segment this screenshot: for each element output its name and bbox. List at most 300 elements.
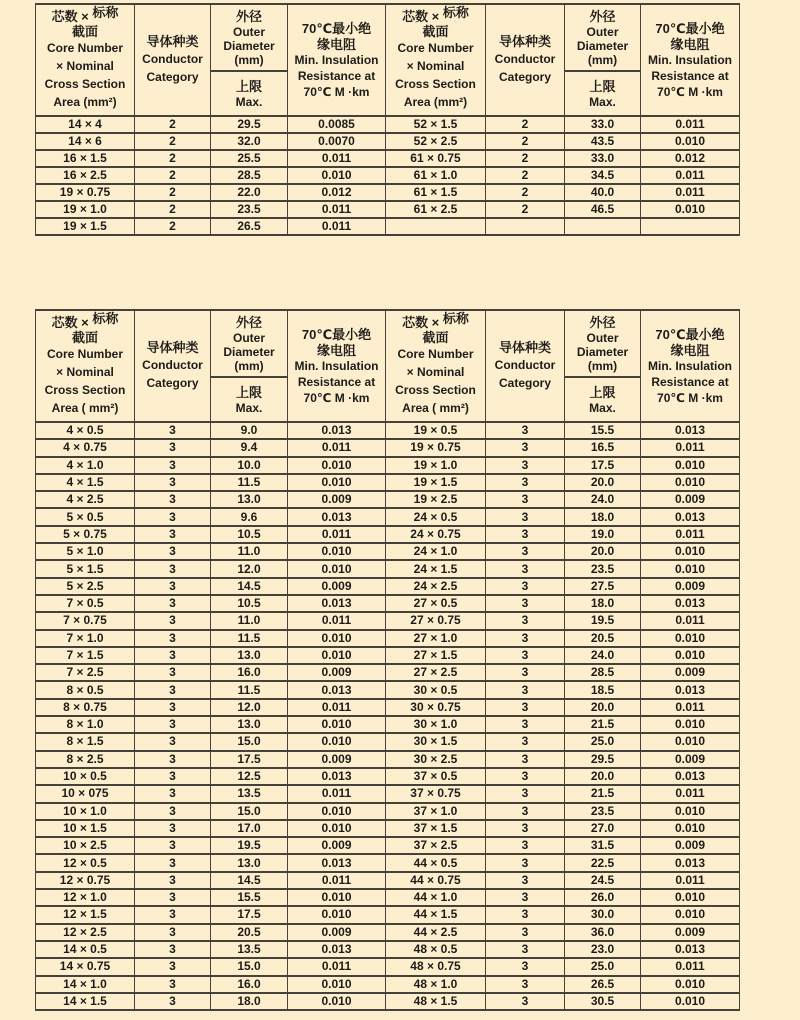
cell: 30 × 0.5	[386, 681, 486, 698]
cell: 3	[486, 958, 565, 975]
header-core-number	[36, 4, 135, 116]
cell: 11.5	[211, 630, 288, 647]
cell: 2	[135, 133, 211, 150]
cell: 13.0	[211, 647, 288, 664]
cell: 0.011	[288, 150, 386, 167]
cell: 0.011	[641, 184, 740, 201]
cell: 0.011	[288, 439, 386, 456]
cell: 0.011	[288, 785, 386, 802]
cell: 30.0	[565, 906, 641, 923]
header-outer-diameter-max: 上限 Max.	[589, 78, 616, 109]
cell: 0.011	[641, 116, 740, 133]
header-conductor-zh: 导体种类	[498, 34, 551, 49]
cell: 0.013	[288, 854, 386, 871]
cell: 3	[486, 820, 565, 837]
cell: 61 × 1.5	[386, 184, 486, 201]
cell: 12 × 1.0	[36, 889, 135, 906]
header-conductor-category	[486, 310, 565, 422]
table-row	[36, 699, 740, 716]
header-core-en-1: Core Number	[397, 347, 474, 361]
cell: 0.013	[641, 508, 740, 525]
table-body-lower	[36, 422, 740, 1010]
table-row	[36, 681, 740, 698]
table-row	[36, 526, 740, 543]
cell: 24 × 0.75	[386, 526, 486, 543]
cell: 23.5	[565, 560, 641, 577]
cell: 0.010	[641, 976, 740, 993]
cell: 13.0	[211, 491, 288, 508]
header-outer-diameter	[565, 4, 641, 116]
cell: 11.0	[211, 543, 288, 560]
header-outer-diameter	[211, 310, 288, 422]
cell: 0.009	[288, 751, 386, 768]
cell: 0.010	[641, 543, 740, 560]
cell: 32.0	[211, 133, 288, 150]
cell: 37 × 1.0	[386, 803, 486, 820]
cell: 0.010	[288, 733, 386, 750]
cell: 5 × 2.5	[36, 578, 135, 595]
cell: 3	[135, 508, 211, 525]
header-conductor-en-2: Category	[498, 70, 551, 84]
cell: 3	[486, 612, 565, 629]
cell: 0.010	[641, 133, 740, 150]
header-core-zh-2: 截面	[422, 24, 449, 39]
cell	[486, 218, 565, 235]
cell: 0.013	[641, 941, 740, 958]
cell: 0.010	[641, 803, 740, 820]
header-conductor-en-2: Category	[498, 376, 551, 390]
cell: 61 × 2.5	[386, 201, 486, 218]
cell: 3	[486, 699, 565, 716]
cell: 3	[135, 457, 211, 474]
cell: 28.5	[565, 664, 641, 681]
cell: 8 × 1.5	[36, 733, 135, 750]
table-row	[36, 508, 740, 525]
cell: 14 × 0.5	[36, 941, 135, 958]
cell: 3	[135, 560, 211, 577]
cell: 3	[135, 543, 211, 560]
cell: 27.0	[565, 820, 641, 837]
cell: 16.0	[211, 976, 288, 993]
table-row	[36, 768, 740, 785]
header-core-en-2: × Nominal	[406, 365, 465, 379]
cell: 3	[486, 976, 565, 993]
cell: 30 × 0.75	[386, 699, 486, 716]
header-outer-diameter-top: 外径 Outer Diameter (mm)	[565, 5, 640, 72]
table-row	[36, 595, 740, 612]
cell: 3	[135, 491, 211, 508]
cell: 0.011	[288, 612, 386, 629]
cell: 0.009	[641, 924, 740, 941]
cell: 0.011	[288, 958, 386, 975]
cell: 37 × 0.75	[386, 785, 486, 802]
cell: 14 × 0.75	[36, 958, 135, 975]
cell: 20.5	[565, 630, 641, 647]
cell: 14.5	[211, 872, 288, 889]
cell: 5 × 0.75	[36, 526, 135, 543]
header-insulation-resistance: 70℃最小绝 缘电阻 Min. Insulation Resistance at 70℃ M ·km	[288, 4, 386, 116]
cell: 30 × 1.5	[386, 733, 486, 750]
cell: 0.011	[641, 872, 740, 889]
cell: 14 × 1.5	[36, 993, 135, 1010]
cell: 15.0	[211, 733, 288, 750]
cell: 3	[486, 560, 565, 577]
cell: 10.0	[211, 457, 288, 474]
cell: 23.0	[565, 941, 641, 958]
cell: 24 × 2.5	[386, 578, 486, 595]
cell: 22.5	[565, 854, 641, 871]
cell: 18.5	[565, 681, 641, 698]
cell: 3	[486, 457, 565, 474]
cell: 2	[486, 184, 565, 201]
cell: 19 × 2.5	[386, 491, 486, 508]
cell: 0.010	[288, 976, 386, 993]
cell: 0.013	[641, 422, 740, 439]
table-row	[36, 491, 740, 508]
cell: 3	[135, 906, 211, 923]
cell: 7 × 1.0	[36, 630, 135, 647]
cell: 43.5	[565, 133, 641, 150]
cell: 44 × 1.5	[386, 906, 486, 923]
cell: 3	[486, 803, 565, 820]
header-core-zh: 芯数 × 标称	[402, 311, 469, 330]
cell: 0.010	[288, 167, 386, 184]
cell: 0.010	[641, 474, 740, 491]
cell: 2	[135, 218, 211, 235]
header-core-zh: 芯数 × 标称	[402, 5, 469, 24]
cell: 18.0	[565, 508, 641, 525]
cell: 3	[486, 595, 565, 612]
cell: 0.011	[641, 785, 740, 802]
cell: 30 × 2.5	[386, 751, 486, 768]
cell: 0.010	[288, 474, 386, 491]
cell: 0.0070	[288, 133, 386, 150]
cell: 19.0	[565, 526, 641, 543]
cell: 0.010	[641, 457, 740, 474]
cell: 3	[135, 526, 211, 543]
cell: 0.013	[288, 768, 386, 785]
cell: 13.5	[211, 785, 288, 802]
cell: 15.0	[211, 958, 288, 975]
cell: 0.010	[641, 201, 740, 218]
cell: 0.011	[288, 872, 386, 889]
table-row	[36, 889, 740, 906]
table-row	[36, 664, 740, 681]
cell: 3	[486, 837, 565, 854]
cell: 19 × 1.0	[36, 201, 135, 218]
cell: 2	[486, 150, 565, 167]
cell: 0.012	[641, 150, 740, 167]
cell: 0.010	[288, 647, 386, 664]
header-row	[36, 4, 740, 116]
cell	[386, 218, 486, 235]
header-insulation-resistance: 70℃最小绝 缘电阻 Min. Insulation Resistance at 70℃ M ·km	[641, 310, 740, 422]
cell: 0.010	[288, 543, 386, 560]
cell: 3	[135, 768, 211, 785]
table-row	[36, 439, 740, 456]
cell: 0.010	[641, 647, 740, 664]
cell: 13.5	[211, 941, 288, 958]
cell: 31.5	[565, 837, 641, 854]
cell: 7 × 1.5	[36, 647, 135, 664]
cell: 14 × 4	[36, 116, 135, 133]
cell: 3	[135, 889, 211, 906]
table-gap	[35, 236, 800, 309]
cell: 3	[135, 751, 211, 768]
cell: 44 × 0.75	[386, 872, 486, 889]
cell: 3	[135, 854, 211, 871]
cell: 40.0	[565, 184, 641, 201]
cell: 0.013	[641, 854, 740, 871]
cell: 13.0	[211, 716, 288, 733]
cell: 3	[135, 958, 211, 975]
cell: 3	[486, 526, 565, 543]
cell: 0.013	[288, 508, 386, 525]
cell: 8 × 2.5	[36, 751, 135, 768]
header-outer-diameter	[211, 4, 288, 116]
header-core-number	[386, 310, 486, 422]
header-insulation-resistance: 70℃最小绝 缘电阻 Min. Insulation Resistance at 70℃ M ·km	[288, 310, 386, 422]
cell: 48 × 1.5	[386, 993, 486, 1010]
cell: 27 × 0.5	[386, 595, 486, 612]
cell: 3	[486, 664, 565, 681]
cell: 11.5	[211, 474, 288, 491]
cell: 10 × 2.5	[36, 837, 135, 854]
cell: 0.013	[288, 595, 386, 612]
table-row	[36, 150, 740, 167]
cell: 44 × 1.0	[386, 889, 486, 906]
cell: 2	[486, 133, 565, 150]
cell: 13.0	[211, 854, 288, 871]
table-row	[36, 630, 740, 647]
cell: 0.011	[288, 699, 386, 716]
cell: 8 × 0.75	[36, 699, 135, 716]
cell: 26.0	[565, 889, 641, 906]
header-conductor-zh: 导体种类	[498, 340, 551, 355]
cell: 12 × 0.75	[36, 872, 135, 889]
table-row	[36, 751, 740, 768]
table-row	[36, 993, 740, 1010]
header-core-number	[36, 310, 135, 422]
cell: 30.5	[565, 993, 641, 1010]
cell: 23.5	[211, 201, 288, 218]
cell: 12.5	[211, 768, 288, 785]
cell: 0.010	[288, 560, 386, 577]
cell: 4 × 2.5	[36, 491, 135, 508]
cell: 10.5	[211, 526, 288, 543]
header-conductor-category	[486, 4, 565, 116]
table-row	[36, 474, 740, 491]
cell: 0.009	[288, 837, 386, 854]
cell: 0.013	[288, 422, 386, 439]
cell: 0.009	[641, 491, 740, 508]
cell: 0.009	[288, 664, 386, 681]
cell: 5 × 1.5	[36, 560, 135, 577]
cell: 0.010	[641, 733, 740, 750]
cell: 29.5	[211, 116, 288, 133]
table-row	[36, 906, 740, 923]
cell: 3	[486, 751, 565, 768]
cell: 0.010	[288, 820, 386, 837]
cell: 16.5	[565, 439, 641, 456]
header-outer-diameter-top: 外径 Outer Diameter (mm)	[211, 5, 287, 72]
cell: 2	[486, 116, 565, 133]
header-core-en-3: Cross Section	[395, 383, 476, 397]
cell: 10 × 075	[36, 785, 135, 802]
cell: 3	[486, 785, 565, 802]
cell: 15.0	[211, 803, 288, 820]
cell: 3	[486, 906, 565, 923]
cell: 3	[486, 889, 565, 906]
cell: 20.0	[565, 768, 641, 785]
cell: 10 × 1.5	[36, 820, 135, 837]
header-conductor-zh: 导体种类	[146, 34, 199, 49]
cell: 3	[486, 630, 565, 647]
cell: 3	[486, 439, 565, 456]
cell: 3	[486, 872, 565, 889]
cell: 12 × 0.5	[36, 854, 135, 871]
cell: 3	[486, 854, 565, 871]
cell: 3	[135, 681, 211, 698]
header-outer-diameter-max: 上限 Max.	[235, 78, 263, 109]
cell: 24.0	[565, 647, 641, 664]
cell: 25.0	[565, 958, 641, 975]
cell: 2	[135, 201, 211, 218]
cell: 0.009	[641, 751, 740, 768]
cell: 0.013	[641, 595, 740, 612]
cell: 12.0	[211, 560, 288, 577]
cell: 3	[135, 837, 211, 854]
cell: 44 × 2.5	[386, 924, 486, 941]
table-row	[36, 422, 740, 439]
cell: 52 × 2.5	[386, 133, 486, 150]
cell: 4 × 1.5	[36, 474, 135, 491]
cell: 0.010	[641, 560, 740, 577]
spec-table-upper	[35, 3, 740, 236]
cell: 17.0	[211, 820, 288, 837]
table-body-upper	[36, 116, 740, 235]
header-outer-diameter-max: 上限 Max.	[589, 384, 616, 415]
header-row	[36, 310, 740, 422]
cell: 0.010	[641, 993, 740, 1010]
table-row	[36, 837, 740, 854]
header-core-zh: 芯数 × 标称	[51, 311, 119, 330]
cell: 0.011	[641, 699, 740, 716]
cell: 33.0	[565, 116, 641, 133]
cell: 48 × 1.0	[386, 976, 486, 993]
header-core-zh-2: 截面	[71, 24, 98, 39]
cell: 36.0	[565, 924, 641, 941]
cell: 7 × 2.5	[36, 664, 135, 681]
cell: 25.0	[565, 733, 641, 750]
cell: 0.011	[288, 201, 386, 218]
cell: 4 × 0.5	[36, 422, 135, 439]
cell: 3	[135, 578, 211, 595]
cell: 0.011	[641, 439, 740, 456]
header-outer-diameter-max: 上限 Max.	[235, 384, 263, 415]
cell: 2	[135, 184, 211, 201]
cell: 0.011	[641, 958, 740, 975]
header-core-zh: 芯数 × 标称	[51, 5, 119, 24]
header-core-en-2: × Nominal	[56, 365, 114, 379]
cell: 20.5	[211, 924, 288, 941]
cell: 0.009	[288, 491, 386, 508]
cell: 12.0	[211, 699, 288, 716]
cell: 3	[135, 924, 211, 941]
cell: 0.013	[641, 768, 740, 785]
cell: 44 × 0.5	[386, 854, 486, 871]
cell: 48 × 0.75	[386, 958, 486, 975]
header-core-zh-2: 截面	[422, 330, 449, 345]
cell: 0.010	[641, 630, 740, 647]
table-row	[36, 612, 740, 629]
cell: 5 × 0.5	[36, 508, 135, 525]
cell: 3	[486, 768, 565, 785]
header-core-en-1: Core Number	[46, 41, 123, 55]
cell: 3	[135, 699, 211, 716]
cell: 17.5	[565, 457, 641, 474]
cell: 2	[135, 167, 211, 184]
table-row	[36, 733, 740, 750]
cell: 0.011	[641, 612, 740, 629]
cell: 2	[135, 150, 211, 167]
cell: 0.013	[288, 681, 386, 698]
header-outer-diameter-top: 外径 Outer Diameter (mm)	[565, 311, 640, 378]
table-row	[36, 457, 740, 474]
cell: 0.011	[288, 526, 386, 543]
table-row	[36, 218, 740, 235]
header-core-en-2: × Nominal	[56, 59, 114, 73]
table-row	[36, 167, 740, 184]
header-conductor-en-2: Category	[146, 376, 199, 390]
cell: 14 × 6	[36, 133, 135, 150]
cell: 27 × 0.75	[386, 612, 486, 629]
cell: 3	[486, 474, 565, 491]
header-core-en-1: Core Number	[46, 347, 123, 361]
cell: 19 × 0.75	[386, 439, 486, 456]
cell: 3	[135, 716, 211, 733]
cell: 3	[135, 872, 211, 889]
header-core-zh-2: 截面	[71, 330, 98, 345]
cell: 7 × 0.75	[36, 612, 135, 629]
cell: 16.0	[211, 664, 288, 681]
header-conductor-zh: 导体种类	[146, 340, 199, 355]
cell: 27.5	[565, 578, 641, 595]
cell: 3	[135, 647, 211, 664]
cell: 3	[135, 976, 211, 993]
table-row	[36, 133, 740, 150]
cell: 3	[486, 543, 565, 560]
cell: 3	[486, 924, 565, 941]
cell: 19 × 1.5	[386, 474, 486, 491]
cell: 29.5	[565, 751, 641, 768]
cell: 11.5	[211, 681, 288, 698]
cell: 16 × 1.5	[36, 150, 135, 167]
cell: 17.5	[211, 906, 288, 923]
cell: 15.5	[211, 889, 288, 906]
header-core-en-3: Cross Section	[395, 77, 476, 91]
cell: 27 × 2.5	[386, 664, 486, 681]
header-core-en-1: Core Number	[397, 41, 474, 55]
cell: 8 × 1.0	[36, 716, 135, 733]
header-outer-diameter-top: 外径 Outer Diameter (mm)	[211, 311, 287, 378]
table-row	[36, 924, 740, 941]
spec-table-lower	[35, 309, 740, 1011]
cell: 3	[135, 785, 211, 802]
cell: 24 × 1.0	[386, 543, 486, 560]
cell: 25.5	[211, 150, 288, 167]
cell: 19 × 0.75	[36, 184, 135, 201]
